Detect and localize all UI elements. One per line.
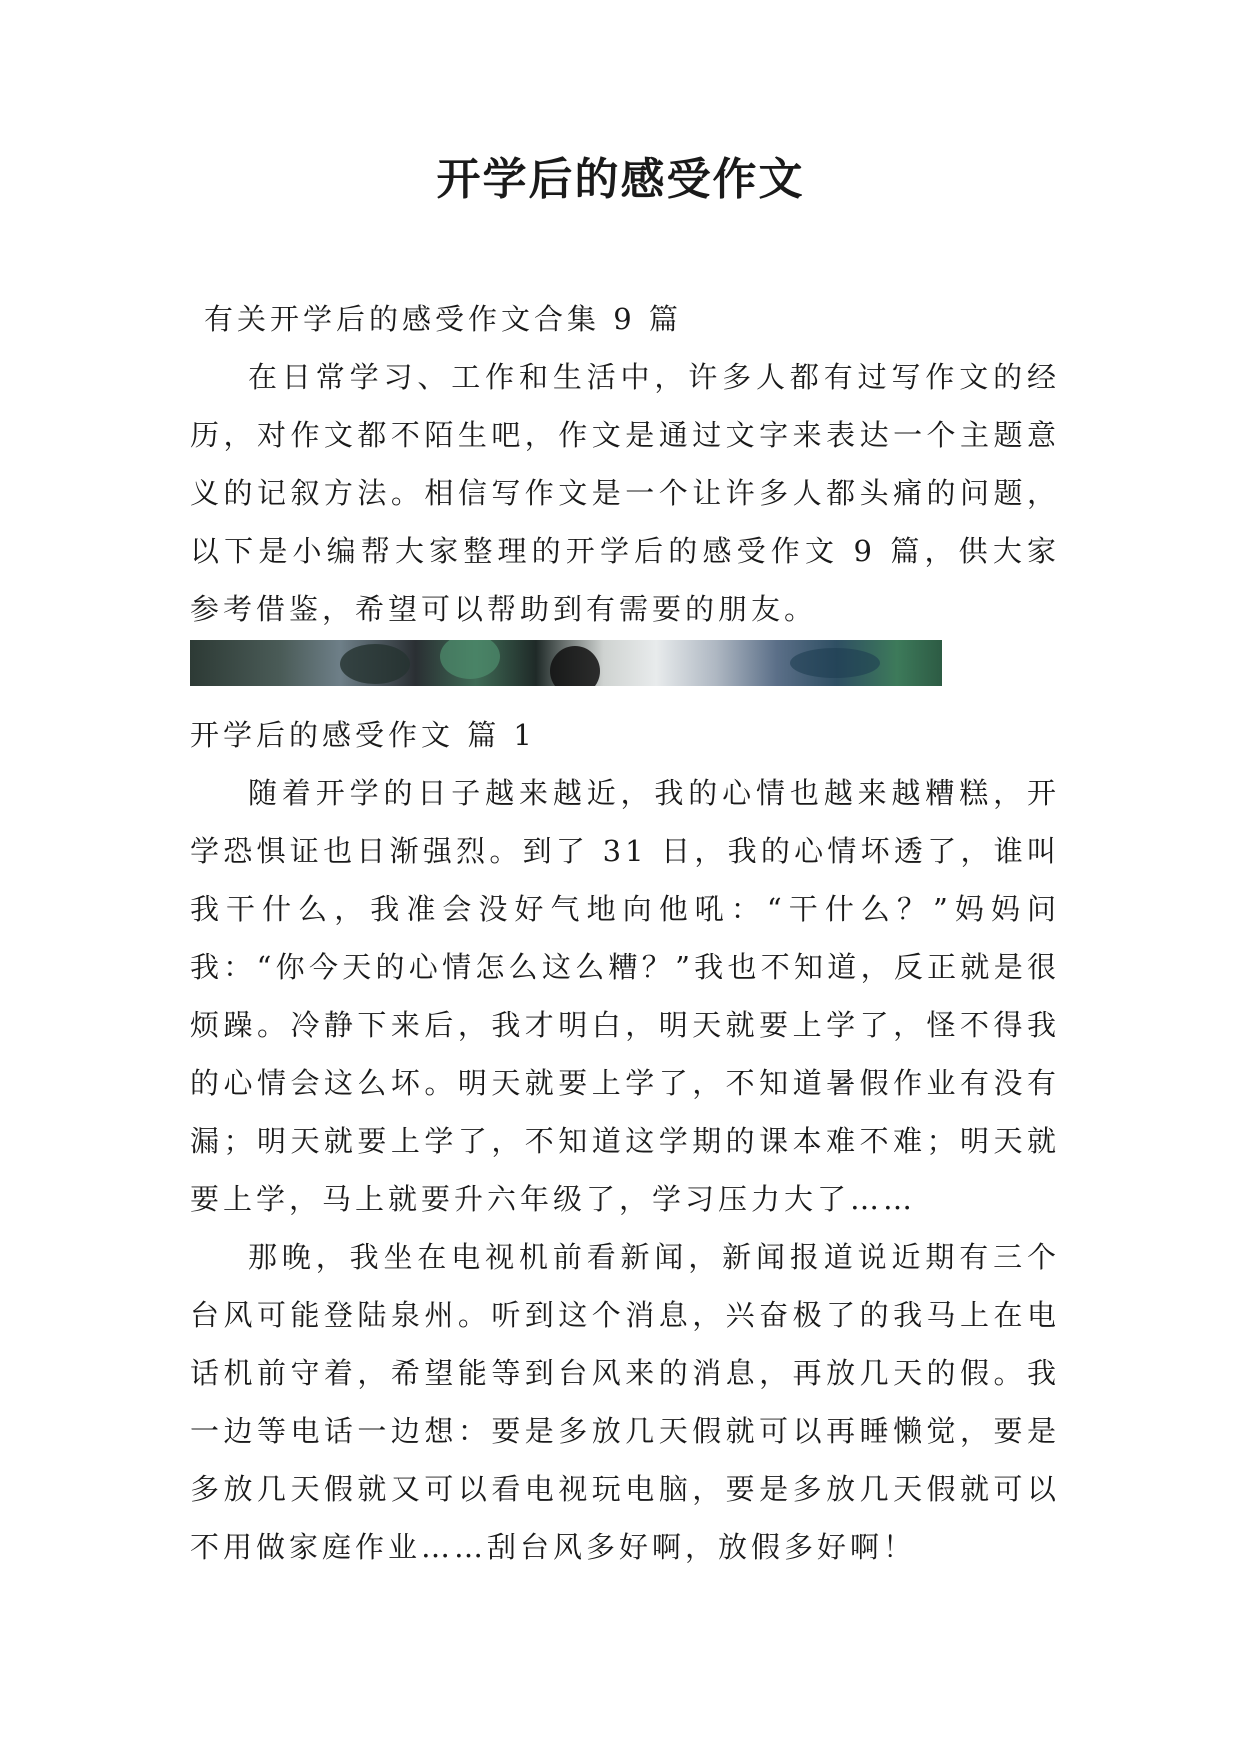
document-body (190, 290, 1060, 1576)
section-paragraph: 那晚，我坐在电视机前看新闻，新闻报道说近期有三个台风可能登陆泉州。听到这个消息，兴奋极了的我马上在电话机前守着，希望能等到台风来的消息，再放几天的假。我一边等电话一边想：要是多放几天假就可以再睡懒觉，要是多放几天假就又可以看电视玩电脑，要是多放几天假就可以不用做家庭作业……刮台风多好啊，放假多好啊！ (190, 1240, 1060, 1564)
document-title: 开学后的感受作文 (436, 154, 805, 205)
photo-detail (790, 648, 880, 678)
photo-detail (340, 644, 410, 684)
document-subtitle: 有关开学后的感受作文合集 9 篇 (204, 302, 682, 336)
photo-detail (440, 640, 500, 679)
photo-detail (550, 646, 600, 686)
section-heading: 开学后的感受作文 篇 1 (190, 718, 536, 752)
photo-image (190, 640, 942, 686)
section-paragraph: 随着开学的日子越来越近，我的心情也越来越糟糕，开学恐惧证也日渐强烈。到了 31 日，我的心情坏透了，谁叫我干什么，我准会没好气地向他吼：“干什么？”妈妈问我：“你今天的心情怎么这么糟？”我也不知道，反正就是很烦躁。冷静下来后，我才明白，明天就要上学了，怪不得我的心情会这么坏。明天就要上学了，不知道暑假作业有没有漏；明天就要上学了，不知道这学期的课本难不难；明天就要上学，马上就要升六年级了，学习压力大了…… (190, 776, 1060, 1216)
intro-paragraph: 在日常学习、工作和生活中，许多人都有过写作文的经历，对作文都不陌生吧，作文是通过文字来表达一个主题意义的记叙方法。相信写作文是一个让许多人都头痛的问题，以下是小编帮大家整理的开学后的感受作文 9 篇，供大家参考借鉴，希望可以帮助到有需要的朋友。 (190, 360, 1060, 626)
